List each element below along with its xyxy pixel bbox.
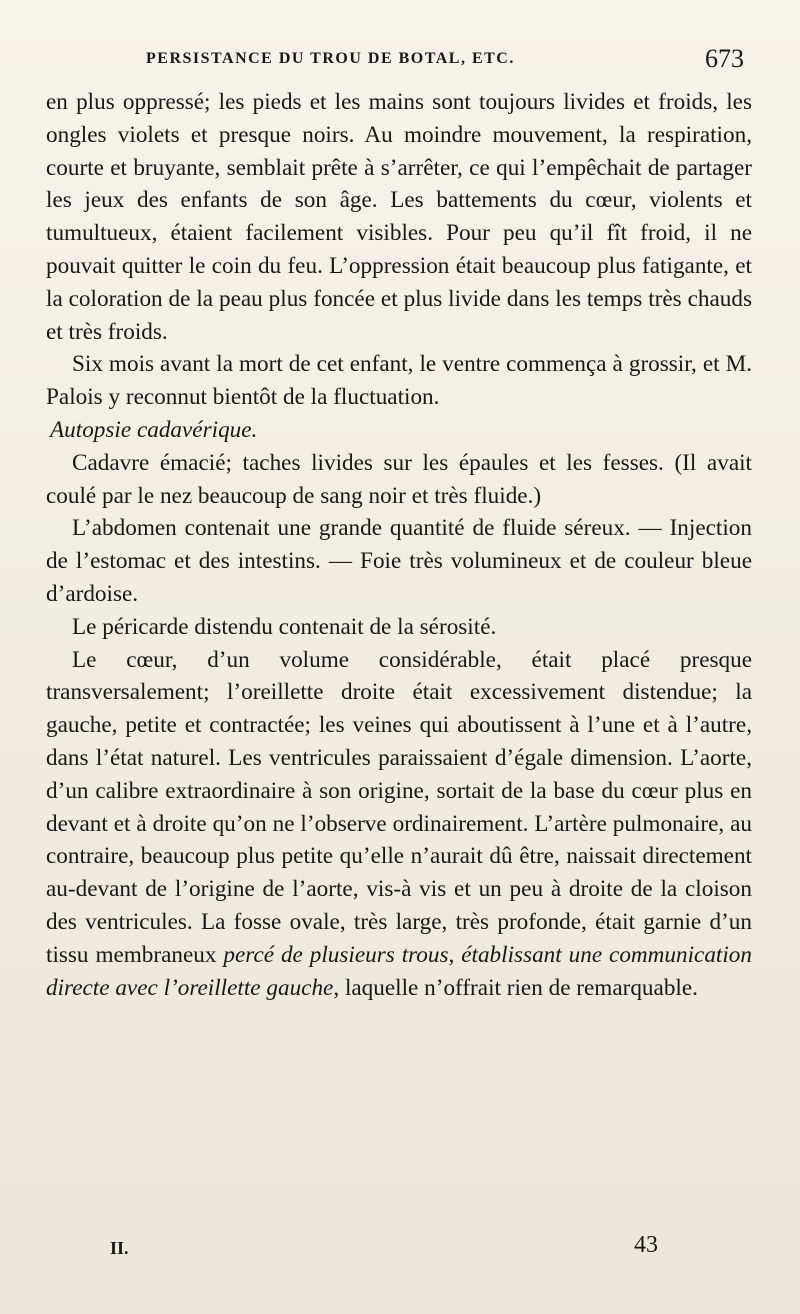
paragraph-abdomen: L’abdomen contenait une grande quantité de fluide séreux. — Injection de l’estomac et des intestins. — Foie très volumineux et de couleur bleue d’ardoise. xyxy=(46,515,752,607)
heart-text-main: Le cœur, d’un volume considérable, était placé presque transversalement; l’oreillette droite était excessivement distendue; la gauche, petite et contractée; les veines qui aboutissent à l’une et à l’autre, dans l’état naturel. Les ventricules paraissaient d’égale dimension. L’aorte, d’un calibre extraordinaire à son origine, sortait de la base du cœur plus en devant et à droite qu’on ne l’observe ordinairement. L’artère pulmonaire, au contraire, beaucoup plus petite qu’elle n’aurait dû être, naissait directement au-devant de l’origine de l’aorte, vis-à vis et un peu à droite de la cloison des ventricules. La fosse ovale, très large, très profonde, était garnie d’un tissu membraneux xyxy=(46,646,752,968)
signature-mark: II. xyxy=(110,1238,129,1258)
paragraph-cadaver: Cadavre émacié; taches livides sur les épaules et les fesses. (Il avait coulé par le nez beaucoup de sang noir et très fluide.) xyxy=(46,449,752,509)
page-footer xyxy=(46,1232,774,1262)
paragraph-ascites: Six mois avant la mort de cet enfant, le ventre commença à grossir, et M. Palois y reconnut bientôt de la fluctuation. xyxy=(46,351,752,411)
body-text xyxy=(46,86,752,1004)
paragraph-symptoms: en plus oppressé; les pieds et les mains sont toujours livides et froids, les ongles violets et presque noirs. Au moindre mouvement, la respiration, courte et bruyante, semblait prête à s’arrêter, ce qui l’empêchait de partager les jeux des enfants de son âge. Les battements du cœur, violents et tumultueux, étaient facilement visibles. Pour peu qu’il fît froid, il ne pouvait quitter le coin du feu. L’oppression était beaucoup plus fatigante, et la coloration de la peau plus foncée et plus livide dans les temps très chauds et très froids. xyxy=(46,89,752,345)
sheet-number: 43 xyxy=(634,1232,658,1258)
section-heading-autopsy: Autopsie cadavérique. xyxy=(50,416,258,443)
paragraph-pericardium: Le péricarde distendu contenait de la sérosité. xyxy=(72,613,497,640)
page-number: 673 xyxy=(705,44,744,73)
paragraph-heart xyxy=(46,644,752,1005)
page-header xyxy=(46,44,774,80)
running-head: PERSISTANCE DU TROU DE BOTAL, ETC. xyxy=(146,50,515,67)
heart-text-italic: percé de plusieurs trous, établissant une communication directe avec l’oreillette gauche xyxy=(46,941,752,1001)
heart-text-end: , laquelle n’offrait rien de remarquable. xyxy=(333,974,698,1001)
